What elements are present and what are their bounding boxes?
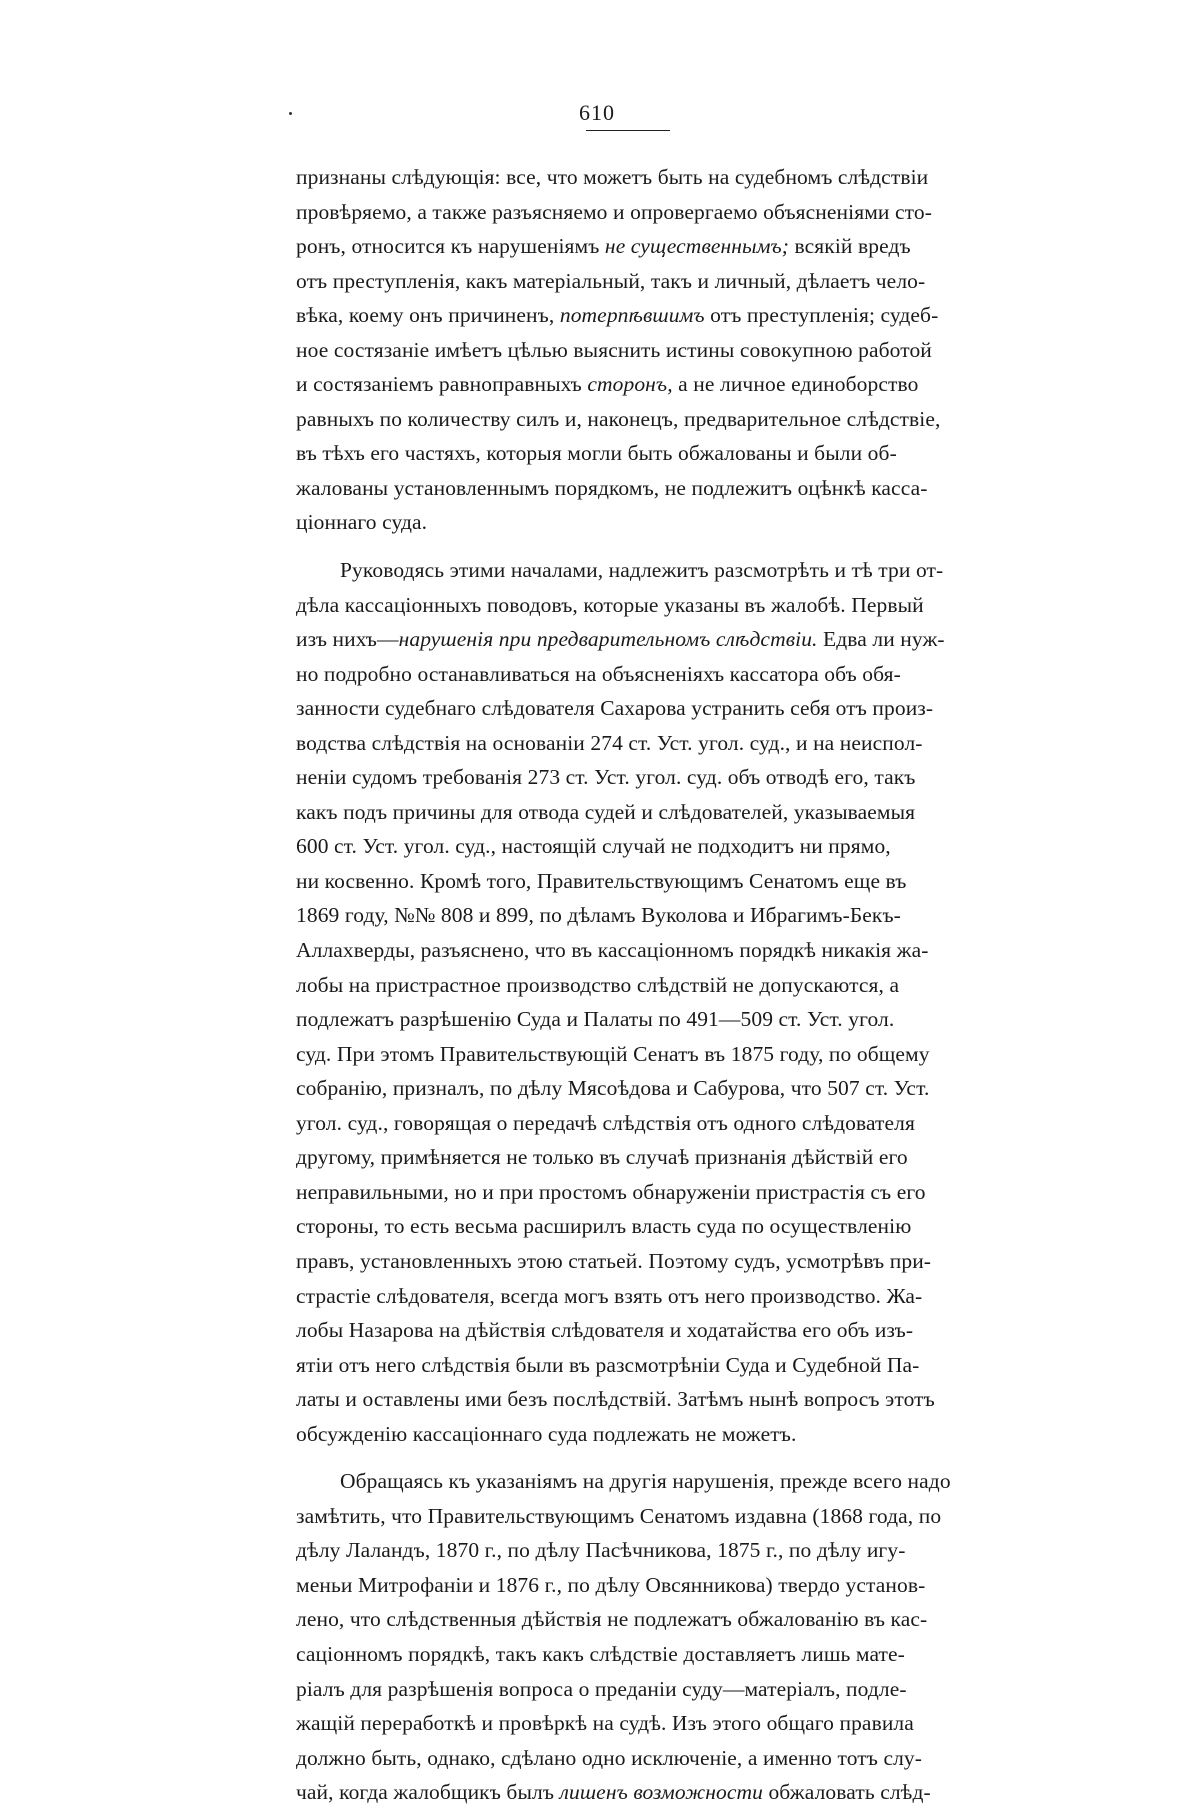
text-line: [296, 1037, 956, 1072]
page-number-rule: [586, 130, 670, 131]
text-run: обжаловать слѣд-: [762, 1780, 931, 1805]
text-line: [296, 1741, 956, 1776]
text-line: [296, 298, 956, 333]
page-number: 610: [579, 100, 615, 125]
text-line: [296, 898, 956, 933]
text-run: неніи судомъ требованія 273 ст. Уст. угол. суд. объ отводѣ его, такъ: [296, 765, 916, 790]
text-run: подлежатъ разрѣшенію Суда и Палаты по 491—509 ст. Уст. угол.: [296, 1007, 895, 1032]
text-run: всякій вредъ: [789, 234, 911, 259]
text-run: лобы на пристрастное производство слѣдствій не допускаются, а: [296, 972, 900, 997]
text-line: [296, 195, 956, 230]
text-run: собранію, призналъ, по дѣлу Мясоѣдова и Сабурова, что 507 ст. Уст.: [296, 1076, 930, 1101]
text-run: меньи Митрофаніи и 1876 г., по дѣлу Овсянникова) твердо установ-: [296, 1572, 926, 1597]
text-run: чай, когда жалобщикъ былъ: [296, 1780, 560, 1805]
text-line: [296, 1348, 956, 1383]
text-line: [296, 1382, 956, 1417]
text-line: [296, 160, 956, 195]
text-run: правъ, установленныхъ этою статьей. Поэтому судъ, усмотрѣвъ при-: [296, 1248, 932, 1273]
text-line: [296, 471, 956, 506]
paragraph-gap: [296, 1451, 956, 1464]
text-line: [296, 968, 956, 1003]
text-run: саціонномъ порядкѣ, такъ какъ слѣдствіе доставляетъ лишь мате-: [296, 1641, 905, 1666]
text-line: [296, 795, 956, 830]
text-line: [296, 1313, 956, 1348]
text-run: дѣлу Лаландъ, 1870 г., по дѣлу Пасѣчникова, 1875 г., по дѣлу игу-: [296, 1538, 906, 1563]
text-run: ни косвенно. Кромѣ того, Правительствующимъ Сенатомъ еще въ: [296, 868, 907, 893]
text-run: Обращаясь къ указаніямъ на другія нарушенія, прежде всего надо: [340, 1469, 951, 1494]
text-run: жащій переработкѣ и провѣркѣ на судѣ. Изъ этого общаго правила: [296, 1711, 914, 1736]
text-line: [296, 1672, 956, 1707]
italic-phrase: нарушенія при предварительномъ слѣдствіи.: [398, 627, 818, 652]
text-run: отъ преступленія, какъ матеріальный, такъ и личный, дѣлаетъ чело-: [296, 268, 926, 293]
text-line: [296, 1209, 956, 1244]
text-run: водства слѣдствія на основаніи 274 ст. Уст. угол. суд., и на неиспол-: [296, 730, 923, 755]
text-line: [296, 829, 956, 864]
text-run: замѣтить, что Правительствующимъ Сенатомъ издавна (1868 года, по: [296, 1503, 942, 1528]
paragraph-gap: [296, 540, 956, 553]
italic-phrase: потерпѣвшимъ: [559, 303, 705, 328]
text-run: обсужденію кассаціоннаго суда подлежать не можетъ.: [296, 1421, 797, 1446]
text-line: [296, 864, 956, 899]
text-line: [296, 1499, 956, 1534]
text-run: провѣряемо, а также разъясняемо и опровергаемо объясненіями сто-: [296, 199, 932, 224]
text-line: [296, 229, 956, 264]
text-run: но подробно останавливаться на объясненіяхъ кассатора объ обя-: [296, 661, 901, 686]
text-run: признаны слѣдующія: все, что можетъ быть на судебномъ слѣдствіи: [296, 165, 929, 189]
text-line: [296, 436, 956, 471]
text-line: [296, 726, 956, 761]
text-run: 1869 году, №№ 808 и 899, по дѣламъ Вуколова и Ибрагимъ-Бекъ-: [296, 903, 901, 928]
text-line: [296, 1602, 956, 1637]
text-run: вѣка, коему онъ причиненъ,: [296, 303, 560, 328]
text-run: жалованы установленнымъ порядкомъ, не подлежитъ оцѣнкѣ касса-: [296, 475, 928, 500]
text-run: и состязаніемъ равноправныхъ: [296, 372, 588, 397]
italic-phrase: лишенъ возможности: [559, 1780, 763, 1805]
text-line: [296, 402, 956, 437]
text-line: [296, 760, 956, 795]
text-line: [296, 264, 956, 299]
text-line: [296, 367, 956, 402]
text-line: [296, 1071, 956, 1106]
text-run: неправильными, но и при простомъ обнаруженіи пристрастія съ его: [296, 1179, 926, 1204]
text-run: отъ преступленія; судеб-: [704, 303, 939, 328]
text-line: [296, 553, 956, 588]
text-line: [296, 691, 956, 726]
italic-phrase: сторонъ,: [587, 372, 673, 397]
text-run: ное состязаніе имѣетъ цѣлью выяснить истины совокупною работой: [296, 337, 932, 362]
text-run: лено, что слѣдственныя дѣйствія не подлежатъ обжалованію въ кас-: [296, 1607, 928, 1632]
text-line: [296, 1637, 956, 1672]
text-line: [296, 333, 956, 368]
text-run: 600 ст. Уст. угол. суд., настоящій случай не подходитъ ни прямо,: [296, 834, 891, 859]
italic-phrase: не существеннымъ;: [604, 234, 790, 259]
text-run: угол. суд., говорящая о передачѣ слѣдствія отъ одного слѣдователя: [296, 1110, 915, 1135]
text-run: дѣла кассаціонныхъ поводовъ, которые указаны въ жалобѣ. Первый: [296, 592, 924, 617]
text-line: [296, 1417, 956, 1452]
text-line: [296, 1140, 956, 1175]
text-line: [296, 1279, 956, 1314]
text-run: другому, примѣняется не только въ случаѣ признанія дѣйствій его: [296, 1145, 908, 1170]
text-run: ятіи отъ него слѣдствія были въ разсмотрѣніи Суда и Судебной Па-: [296, 1352, 920, 1377]
text-run: должно быть, однако, сдѣлано одно исключеніе, а именно тотъ слу-: [296, 1745, 923, 1770]
text-run: стороны, то есть весьма расширилъ власть суда по осуществленію: [296, 1214, 912, 1239]
text-line: [296, 1568, 956, 1603]
text-line: [296, 622, 956, 657]
text-run: страстіе слѣдователя, всегда могъ взять отъ него производство. Жа-: [296, 1283, 923, 1308]
text-run: въ тѣхъ его частяхъ, которыя могли быть обжалованы и были об-: [296, 441, 897, 466]
text-run: занности судебнаго слѣдователя Сахарова устранить себя отъ произ-: [296, 696, 934, 721]
text-run: ціоннаго суда.: [296, 510, 428, 535]
text-line: [296, 1533, 956, 1568]
text-run: латы и оставлены ими безъ послѣдствій. Затѣмъ нынѣ вопросъ этотъ: [296, 1387, 935, 1412]
body-text: [296, 160, 956, 1810]
text-line: [296, 505, 956, 540]
text-line: [296, 1106, 956, 1141]
text-line: [296, 1706, 956, 1741]
text-run: Едва ли нуж-: [817, 627, 945, 652]
text-line: [296, 1244, 956, 1279]
text-line: [296, 1775, 956, 1810]
text-run: Руководясь этими началами, надлежитъ разсмотрѣть и тѣ три от-: [340, 558, 944, 583]
text-run: изъ нихъ—: [296, 627, 399, 652]
text-run: а не личное единоборство: [672, 372, 919, 397]
text-line: [296, 1175, 956, 1210]
text-line: [296, 1464, 956, 1499]
text-run: Аллахверды, разъяснено, что въ кассаціонномъ порядкѣ никакія жа-: [296, 938, 929, 963]
text-run: лобы Назарова на дѣйствія слѣдователя и ходатайства его объ изъ-: [296, 1318, 914, 1343]
text-run: ріалъ для разрѣшенія вопроса о преданіи суду—матеріалъ, подле-: [296, 1676, 907, 1701]
text-run: ронъ, относится къ нарушеніямъ: [296, 234, 605, 259]
text-line: [296, 657, 956, 692]
text-run: какъ подъ причины для отвода судей и слѣдователей, указываемыя: [296, 799, 916, 824]
text-line: [296, 933, 956, 968]
text-run: суд. При этомъ Правительствующій Сенатъ въ 1875 году, по общему: [296, 1041, 930, 1066]
text-line: [296, 1002, 956, 1037]
text-run: равныхъ по количеству силъ и, наконецъ, предварительное слѣдствіе,: [296, 406, 941, 431]
text-line: [296, 588, 956, 623]
